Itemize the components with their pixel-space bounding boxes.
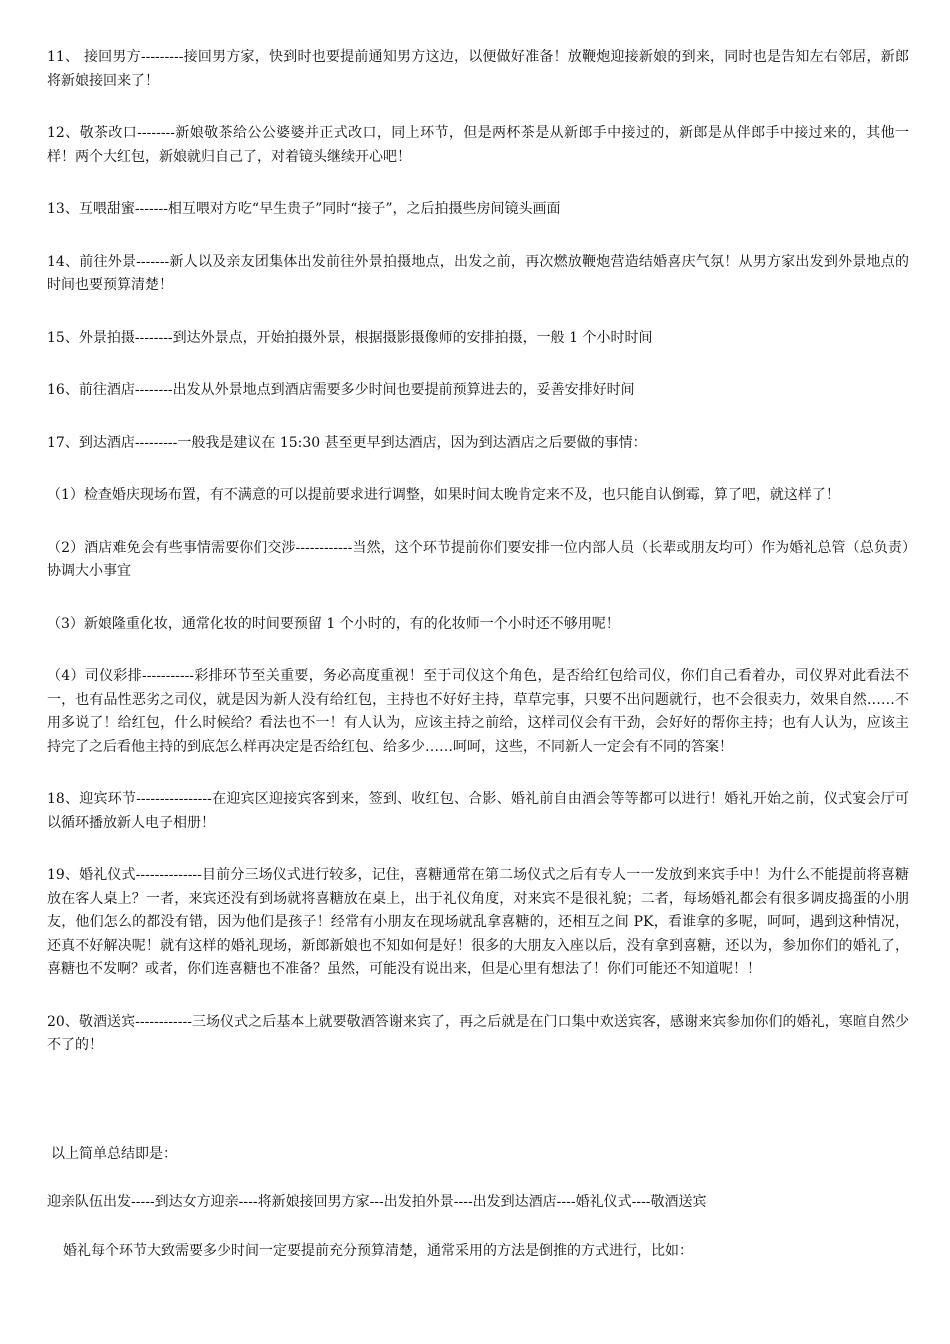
paragraph-step-18: 18、迎宾环节----------------在迎宾区迎接宾客到来，签到、收红包、合影、婚礼前自由酒会等等都可以进行！婚礼开始之前，仪式宴会厅可以循环播放新人电子相册！ (47, 791, 909, 831)
paragraph-step-14: 14、前往外景-------新人以及亲友团集体出发前往外景拍摄地点，出发之前，再次燃放鞭炮营造结婚喜庆气氛！从男方家出发到外景地点的时间也要预算清楚！ (47, 253, 909, 293)
paragraph-step-13: 13、互喂甜蜜-------相互喂对方吃“早生贵子”同时“接子”，之后拍摄些房间镜头画面 (47, 201, 561, 217)
section-spacer (47, 1087, 909, 1143)
paragraph-step-17: 17、到达酒店---------一般我是建议在 15:30 甚至更早到达酒店，因为到达酒店之后要做的事情： (47, 434, 647, 451)
paragraph-step-20: 20、敬酒送宾------------三场仪式之后基本上就要敬酒答谢来宾了，再之后就是在门口集中欢送宾客，感谢来宾参加你们的婚礼，寒暄自然少不了的！ (47, 1013, 909, 1053)
closing-paragraph: 婚礼每个环节大致需要多少时间一定要提前充分预算清楚，通常采用的方法是倒推的方式进行，比如： (63, 1242, 693, 1259)
paragraph-step-12: 12、敬茶改口--------新娘敬茶给公公婆婆并正式改口，同上环节，但是两杯茶是从新郎手中接过的，新郎是从伴郎手中接过来的，其他一样！两个大红包，新娘就归自己了，对着镜头继续开心吧！ (47, 125, 909, 165)
summary-flow: 迎亲队伍出发-----到达女方迎亲----将新娘接回男方家---出发拍外景----出发到达酒店----婚礼仪式----敬酒送宾 (47, 1194, 707, 1210)
paragraph-step-11: 11、 接回男方---------接回男方家，快到时也要提前通知男方这边，以便做好准备！放鞭炮迎接新娘的到来，同时也是告知左右邻居，新郎将新娘接回来了！ (47, 49, 909, 89)
paragraph-step-16: 16、前往酒店--------出发从外景地点到酒店需要多少时间也要提前预算进去的，妥善安排好时间 (47, 382, 635, 398)
paragraph-step-15: 15、外景拍摄--------到达外景点，开始拍摄外景，根据摄影摄像师的安排拍摄，一般 1 个小时时间 (47, 329, 653, 346)
paragraph-step-17-item-1: （1）检查婚庆现场布置，有不满意的可以提前要求进行调整，如果时间太晚肯定来不及，也只能自认倒霉，算了吧，就这样了！ (47, 487, 840, 503)
paragraph-step-17-item-3: （3）新娘隆重化妆，通常化妆的时间要预留 1 个小时的，有的化妆师一个小时还不够用呢！ (47, 615, 620, 632)
paragraph-step-17-item-4: （4）司仪彩排-----------彩排环节至关重要，务必高度重视！至于司仪这个角色，是否给红包给司仪，你们自己看着办，司仪界对此看法不一，也有品性恶劣之司仪，就是因为新人没有给红包，主持也不好好主持，草草完事，只要不出问题就行，也不会很卖力，效果自然……不用多说了！给红包，什么时候给？看法也不一！有人认为，应该主持之前给，这样司仪会有干劲，会好好的帮你主持；也有人认为，应该主持完了之后看他主持的到底怎么样再决定是否给红包、给多少……呵呵，这些，不同新人一定会有不同的答案！ (47, 668, 909, 755)
summary-title: 以上简单总结即是： (51, 1145, 177, 1162)
document-page (47, 46, 909, 1263)
paragraph-step-19: 19、婚礼仪式--------------目前分三场仪式进行较多，记住，喜糖通常在第二场仪式之后有专人一一发放到来宾手中！为什么不能提前将喜糖放在客人桌上？一者，来宾还没有到场就将喜糖放在桌上，出于礼仪角度，对来宾不是很礼貌；二者，每场婚礼都会有很多调皮捣蛋的小朋友，他们怎么的都没有错，因为他们是孩子！经常有小朋友在现场就乱拿喜糖的，还相互之间 PK，看谁拿的多呢，呵呵，遇到这种情况，还真不好解决呢！就有这样的婚礼现场，新郎新娘也不知如何是好！很多的大朋友入座以后，没有拿到喜糖，还以为，参加你们的婚礼了，喜糖也不发啊？或者，你们连喜糖也不准备？虽然，可能没有说出来，但是心里有想法了！你们可能还不知道呢！！ (47, 867, 909, 977)
paragraph-step-17-item-2: （2）酒店难免会有些事情需要你们交涉------------当然，这个环节提前你们要安排一位内部人员（长辈或朋友均可）作为婚礼总管（总负责）协调大小事宜 (47, 539, 909, 579)
